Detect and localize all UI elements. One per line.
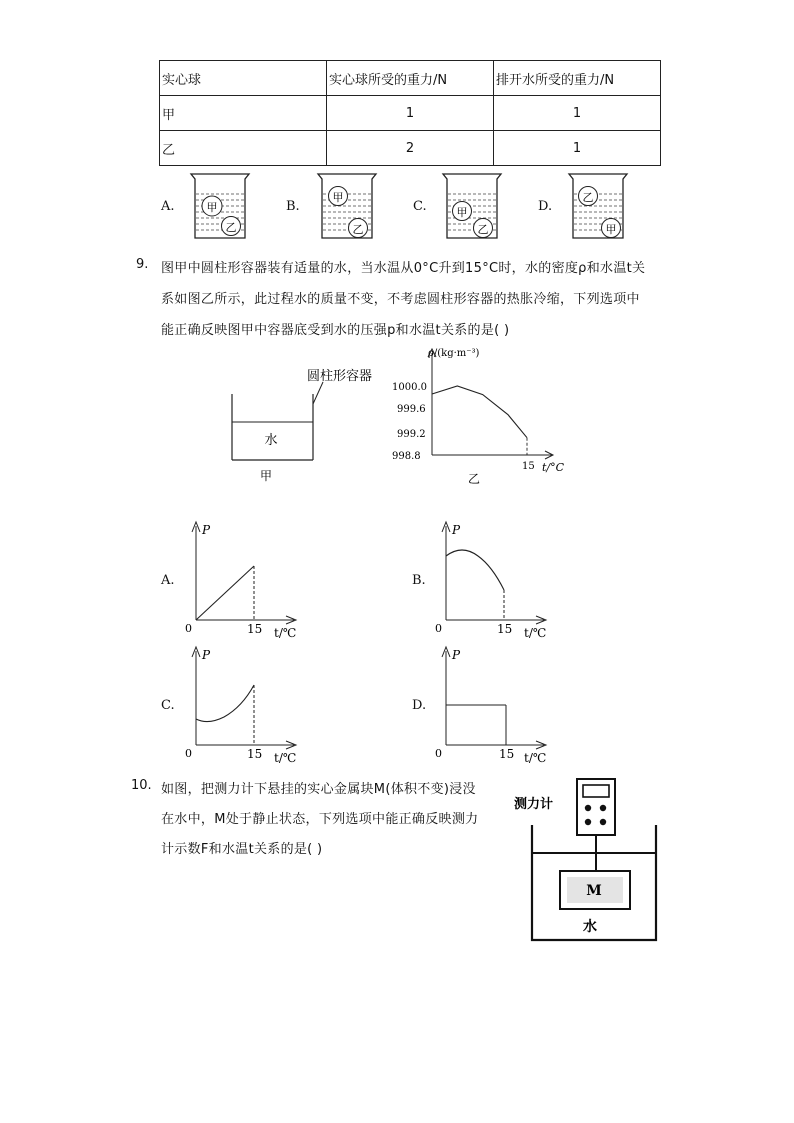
chart-ytick: 998.8: [392, 451, 421, 462]
q8-option-b-label[interactable]: B.: [286, 199, 300, 214]
table-row: [160, 131, 661, 166]
table-cell: 甲: [160, 96, 327, 131]
chart-ytick: 999.2: [397, 429, 426, 440]
table-cell: 乙: [160, 131, 327, 166]
axis-p-label: P: [202, 648, 211, 662]
origin-label: 0: [185, 622, 192, 635]
q10-text-line: 如图，把测力计下悬挂的实心金属块M(体积不变)浸没: [161, 782, 476, 797]
q9-text-line: 图甲中圆柱形容器装有适量的水，当水温从0°C升到15°C时，水的密度ρ和水温t关: [161, 261, 646, 276]
table-cell: 1: [494, 131, 661, 166]
table-cell: 2: [327, 131, 494, 166]
ball-jia: 甲: [206, 201, 218, 214]
tick-15-label: 15: [497, 622, 513, 636]
beaker-d: [563, 170, 633, 242]
pressure-curve: [446, 550, 504, 590]
axis-t-label: t/℃: [524, 626, 547, 640]
figure-jia-caption: 甲: [259, 469, 273, 483]
q9-text-line: 能正确反映图甲中容器底受到水的压强p和水温t关系的是( ): [161, 323, 510, 338]
container-label: 圆柱形容器: [307, 369, 373, 384]
axis-p-label: P: [452, 648, 461, 662]
q10-text-line: 计示数F和水温t关系的是( ): [161, 842, 323, 857]
spring-scale-figure: [510, 775, 670, 947]
option-c-graph[interactable]: [180, 645, 300, 767]
axis-t-label: t/℃: [274, 751, 297, 765]
block-m-label: M: [586, 883, 602, 899]
ball-yi: 乙: [225, 221, 237, 234]
ball-table: [159, 60, 661, 166]
beaker-a: [185, 170, 255, 242]
table-header-cell: 实心球所受的重力/N: [327, 61, 494, 96]
figure-jia-container: [225, 360, 390, 490]
origin-label: 0: [185, 747, 192, 760]
origin-label: 0: [435, 747, 442, 760]
beaker-c: [437, 170, 507, 242]
origin-label: 0: [435, 622, 442, 635]
q9-option-d-label[interactable]: D.: [412, 698, 427, 713]
table-row: [160, 96, 661, 131]
q9-option-b-label[interactable]: B.: [412, 573, 426, 588]
ball-jia: 甲: [332, 191, 344, 204]
chart-ytick: 999.6: [397, 404, 426, 415]
meter-display: [583, 785, 609, 797]
q10-number: 10.: [131, 778, 152, 793]
water-label: 水: [583, 919, 597, 935]
q9-option-a-label[interactable]: A.: [161, 573, 175, 588]
ball-jia: 甲: [456, 206, 468, 219]
beaker-b: [312, 170, 382, 242]
tick-15-label: 15: [499, 747, 515, 761]
ball-yi: 乙: [582, 191, 594, 204]
option-b-graph[interactable]: [430, 520, 550, 642]
option-a-graph[interactable]: [180, 520, 300, 642]
chart-xtick: 15: [522, 461, 535, 472]
tick-15-label: 15: [247, 747, 263, 761]
tick-15-label: 15: [247, 622, 263, 636]
ball-yi: 乙: [352, 223, 364, 236]
axis-p-label: P: [452, 523, 461, 537]
q9-option-c-label[interactable]: C.: [161, 698, 175, 713]
ball-yi: 乙: [477, 223, 489, 236]
table-header-cell: 实心球: [160, 61, 327, 96]
axis-p-label: P: [202, 523, 211, 537]
chart-ytick: 1000.0: [392, 382, 427, 393]
chart-xlabel: t/°C: [542, 461, 565, 474]
q8-option-a-label[interactable]: A.: [161, 199, 175, 214]
q9-text-line: 系如图乙所示，此过程水的质量不变，不考虑圆柱形容器的热胀冷缩，下列选项中: [161, 292, 640, 307]
meter-label: 测力计: [514, 797, 554, 812]
figure-yi-caption: 乙: [468, 472, 481, 486]
chart-ylabel: ρ/(kg·m⁻³): [428, 348, 480, 359]
q9-number: 9.: [136, 257, 149, 272]
option-d-graph[interactable]: [430, 645, 550, 767]
pressure-curve: [196, 685, 254, 722]
q8-option-c-label[interactable]: C.: [413, 199, 427, 214]
ball-jia: 甲: [605, 223, 617, 236]
table-cell: 1: [494, 96, 661, 131]
table-header-row: [160, 61, 661, 96]
table-cell: 1: [327, 96, 494, 131]
axis-t-label: t/℃: [274, 626, 297, 640]
axis-t-label: t/℃: [524, 751, 547, 765]
q8-option-d-label[interactable]: D.: [538, 199, 553, 214]
table-header-cell: 排开水所受的重力/N: [494, 61, 661, 96]
density-series-line: [432, 386, 527, 438]
pressure-line: [196, 566, 254, 620]
water-label: 水: [264, 433, 278, 448]
q10-text-line: 在水中，M处于静止状态，下列选项中能正确反映测力: [161, 812, 479, 827]
density-chart: [385, 343, 575, 488]
